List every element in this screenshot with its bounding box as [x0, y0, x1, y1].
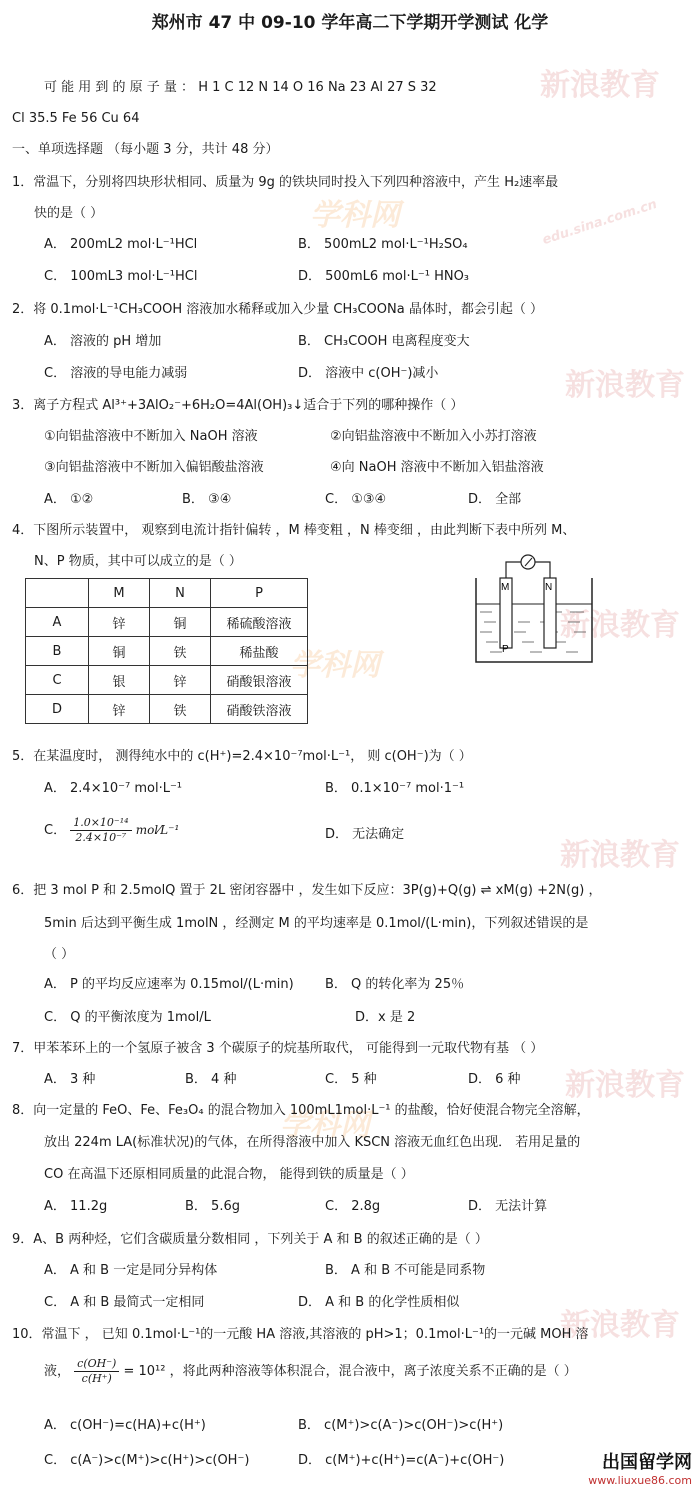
option-d: D．x 是 2 — [355, 1010, 416, 1025]
site-logo — [588, 1448, 692, 1487]
question-6-stem: 5min 后达到平衡生成 1molN ，经测定 M 的平均速率是 0.1mol/(L·min)，下列叙述错误的是 — [44, 916, 589, 931]
table-header-row — [26, 579, 308, 608]
option-d: D． 6 种 — [468, 1072, 521, 1087]
question-2-stem: 2．将 0.1mol·L⁻¹CH₃COOH 溶液加水稀释或加入少量 CH₃COONa 晶体时，都会引起（ ） — [12, 302, 543, 317]
table-row — [26, 608, 308, 637]
option-b: B． 4 种 — [185, 1072, 237, 1087]
option-d: D． 溶液中 c(OH⁻)减小 — [298, 366, 439, 381]
electrode-n-label: N — [545, 582, 553, 593]
solution-p-label: P — [502, 644, 509, 655]
question-5-stem: 5．在某温度时， 测得纯水中的 c(H⁺)=2.4×10⁻⁷mol·L⁻¹， 则 c(OH⁻)为（ ） — [12, 749, 472, 764]
option-b: B． Q 的转化率为 25％ — [325, 977, 465, 992]
table-row — [26, 666, 308, 695]
page-title: 郑州市 47 中 09-10 学年高二下学期开学测试 化学 — [151, 13, 549, 33]
option-c: C． 5 种 — [325, 1072, 377, 1087]
question-4-stem: N、P 物质，其中可以成立的是（ ） — [34, 554, 242, 569]
option-d: D． 无法计算 — [468, 1199, 548, 1214]
option-d: D． 无法确定 — [325, 827, 405, 842]
option-a: A． 200mL2 mol·L⁻¹HCl — [44, 237, 198, 252]
table-cell: A — [26, 608, 89, 637]
option-d: D． c(M⁺)+c(H⁺)=c(A⁻)+c(OH⁻) — [298, 1453, 505, 1468]
option-c: C． 溶液的导电能力减弱 — [44, 366, 188, 381]
section-heading: 一、单项选择题 （每小题 3 分，共计 48 分） — [12, 142, 279, 157]
table-cell: 铜 — [150, 608, 211, 637]
option-a: A． 2.4×10⁻⁷ mol·L⁻¹ — [44, 781, 183, 796]
operation-3: ③向铝盐溶液中不断加入偏铝酸盐溶液 — [44, 460, 264, 475]
watermark-sina: 新浪教育 — [540, 68, 660, 103]
option-a: A． ①② — [44, 492, 94, 507]
fraction-denominator: c(H⁺) — [81, 1372, 112, 1385]
table-cell: B — [26, 637, 89, 666]
table-cell: 锌 — [150, 666, 211, 695]
table-cell: P — [211, 579, 308, 608]
table-cell: 铁 — [150, 637, 211, 666]
atomic-masses-line1: 可 能 用 到 的 原 子 量 ： H 1 C 12 N 14 O 16 Na 23 Al 27 S 32 — [44, 80, 437, 95]
table-cell: M — [89, 579, 150, 608]
option-c: C． 100mL3 mol·L⁻¹HCl — [44, 269, 198, 284]
fraction-numerator: c(OH⁻) — [74, 1357, 119, 1372]
question-8-stem: 放出 224m LA(标准状况)的气体，在所得溶液中加入 KSCN 溶液无血红色出现． 若用足量的 — [44, 1135, 581, 1150]
option-b: B． 0.1×10⁻⁷ mol·1⁻¹ — [325, 781, 465, 796]
question-10-stem: 10．常温下 ， 已知 0.1mol·L⁻¹的一元酸 HA 溶液,其溶液的 pH>1；0.1mol·L⁻¹的一元碱 MOH 溶 — [12, 1327, 589, 1342]
question-7-stem: 7．甲苯苯环上的一个氢原子被含 3 个碳原子的烷基所取代， 可能得到一元取代物有基 （ ） — [12, 1041, 544, 1056]
option-c: C． A 和 B 最简式一定相同 — [44, 1295, 205, 1310]
option-a: A． P 的平均反应速率为 0.15mol/(L·min) — [44, 977, 294, 992]
watermark-url: edu.sina.com.cn — [540, 196, 659, 249]
option-d: D． 全部 — [468, 492, 522, 507]
watermark-xkw: 学科网 — [310, 198, 400, 233]
option-d: D． A 和 B 的化学性质相似 — [298, 1295, 460, 1310]
operation-4: ④向 NaOH 溶液中不断加入铝盐溶液 — [330, 460, 544, 475]
table-cell: 硝酸铁溶液 — [211, 695, 308, 724]
galvanic-cell-diagram — [470, 548, 600, 668]
question-4-stem: 4．下图所示装置中， 观察到电流计指针偏转 ，M 棒变粗 ，N 棒变细 ，由此判断下表中所列 M、 — [12, 523, 576, 538]
table-cell: 稀硫酸溶液 — [211, 608, 308, 637]
option-c-label: C． — [44, 823, 67, 838]
option-c: C． Q 的平衡浓度为 1mol/L — [44, 1010, 211, 1025]
atomic-masses-line2: Cl 35.5 Fe 56 Cu 64 — [12, 111, 140, 126]
question-9-stem: 9．A、B 两种烃，它们含碳质量分数相同 ，下列关于 A 和 B 的叙述正确的是（ ） — [12, 1232, 488, 1247]
option-a: A． c(OH⁻)=c(HA)+c(H⁺) — [44, 1418, 206, 1433]
fraction — [74, 1357, 119, 1386]
mnp-table — [25, 578, 308, 724]
question-3-stem: 3．离子方程式 Al³⁺+3AlO₂⁻+6H₂O=4Al(OH)₃↓适合于下列的哪种操作（ ） — [12, 398, 464, 413]
fraction-denominator: 2.4×10⁻⁷ — [75, 831, 127, 844]
watermark-xkw: 学科网 — [280, 1108, 370, 1143]
option-a: A． 11.2g — [44, 1199, 108, 1214]
option-c: C． c(A⁻)>c(M⁺)>c(H⁺)>c(OH⁻) — [44, 1453, 250, 1468]
stem-suffix: = 10¹² ，将此两种溶液等体积混合，混合液中，离子浓度关系不正确的是（ ） — [123, 1364, 577, 1379]
table-cell — [26, 579, 89, 608]
question-10-stem — [44, 1356, 577, 1388]
option-b: B． 5.6g — [185, 1199, 240, 1214]
option-a: A． 3 种 — [44, 1072, 96, 1087]
option-b: B． 500mL2 mol·L⁻¹H₂SO₄ — [298, 237, 468, 252]
watermark-sina: 新浪教育 — [560, 608, 680, 643]
table-cell: 铜 — [89, 637, 150, 666]
site-logo-url: www.liuxue86.com — [588, 1474, 692, 1487]
question-1-stem: 1．常温下，分别将四块形状相同、质量为 9g 的铁块同时投入下列四种溶液中，产生 H₂速率最 — [12, 175, 559, 190]
table-cell: 稀盐酸 — [211, 637, 308, 666]
watermark-sina: 新浪教育 — [565, 1068, 685, 1103]
fraction-numerator: 1.0×10⁻¹⁴ — [70, 816, 131, 831]
watermark-sina: 新浪教育 — [565, 368, 685, 403]
table-cell: N — [150, 579, 211, 608]
option-c: C． ①③④ — [325, 492, 387, 507]
electrode-m-label: M — [501, 582, 510, 593]
option-b: B． CH₃COOH 电离程度变大 — [298, 334, 470, 349]
table-row — [26, 637, 308, 666]
table-cell: D — [26, 695, 89, 724]
option-b: B． A 和 B 不可能是同系物 — [325, 1263, 486, 1278]
option-d: D． 500mL6 mol·L⁻¹ HNO₃ — [298, 269, 470, 284]
fraction — [70, 816, 131, 845]
watermark-sina: 新浪教育 — [560, 838, 680, 873]
question-1-stem: 快的是（ ） — [34, 206, 104, 221]
stem-prefix: 液， — [44, 1364, 71, 1379]
watermark-xkw: 学科网 — [290, 648, 380, 683]
operation-1: ①向铝盐溶液中不断加入 NaOH 溶液 — [44, 429, 258, 444]
table-cell: 锌 — [89, 608, 150, 637]
table-cell: C — [26, 666, 89, 695]
option-c: C． 2.8g — [325, 1199, 381, 1214]
unit: mol⁄L⁻¹ — [135, 823, 180, 837]
question-6-stem: 6．把 3 mol P 和 2.5molQ 置于 2L 密闭容器中 ，发生如下反应：3P(g)+Q(g) ⇌ xM(g) +2N(g) ， — [12, 883, 602, 898]
table-cell: 硝酸银溶液 — [211, 666, 308, 695]
table-cell: 锌 — [89, 695, 150, 724]
option-b: B． c(M⁺)>c(A⁻)>c(OH⁻)>c(H⁺) — [298, 1418, 504, 1433]
option-a: A． 溶液的 pH 增加 — [44, 334, 162, 349]
question-6-stem: （ ） — [44, 947, 75, 962]
option-b: B． ③④ — [182, 492, 232, 507]
question-8-stem: CO 在高温下还原相同质量的此混合物， 能得到铁的质量是（ ） — [44, 1167, 414, 1182]
watermark-sina: 新浪教育 — [560, 1308, 680, 1343]
question-8-stem: 8．向一定量的 FeO、Fe、Fe₃O₄ 的混合物加入 100mL1mol·L⁻¹ 的盐酸，恰好使混合物完全溶解， — [12, 1103, 590, 1118]
option-a: A． A 和 B 一定是同分异构体 — [44, 1263, 218, 1278]
site-logo-name: 出国留学网 — [602, 1452, 692, 1473]
operation-2: ②向铝盐溶液中不断加入小苏打溶液 — [330, 429, 537, 444]
option-c — [44, 814, 179, 847]
table-cell: 银 — [89, 666, 150, 695]
table-cell: 铁 — [150, 695, 211, 724]
table-row — [26, 695, 308, 724]
